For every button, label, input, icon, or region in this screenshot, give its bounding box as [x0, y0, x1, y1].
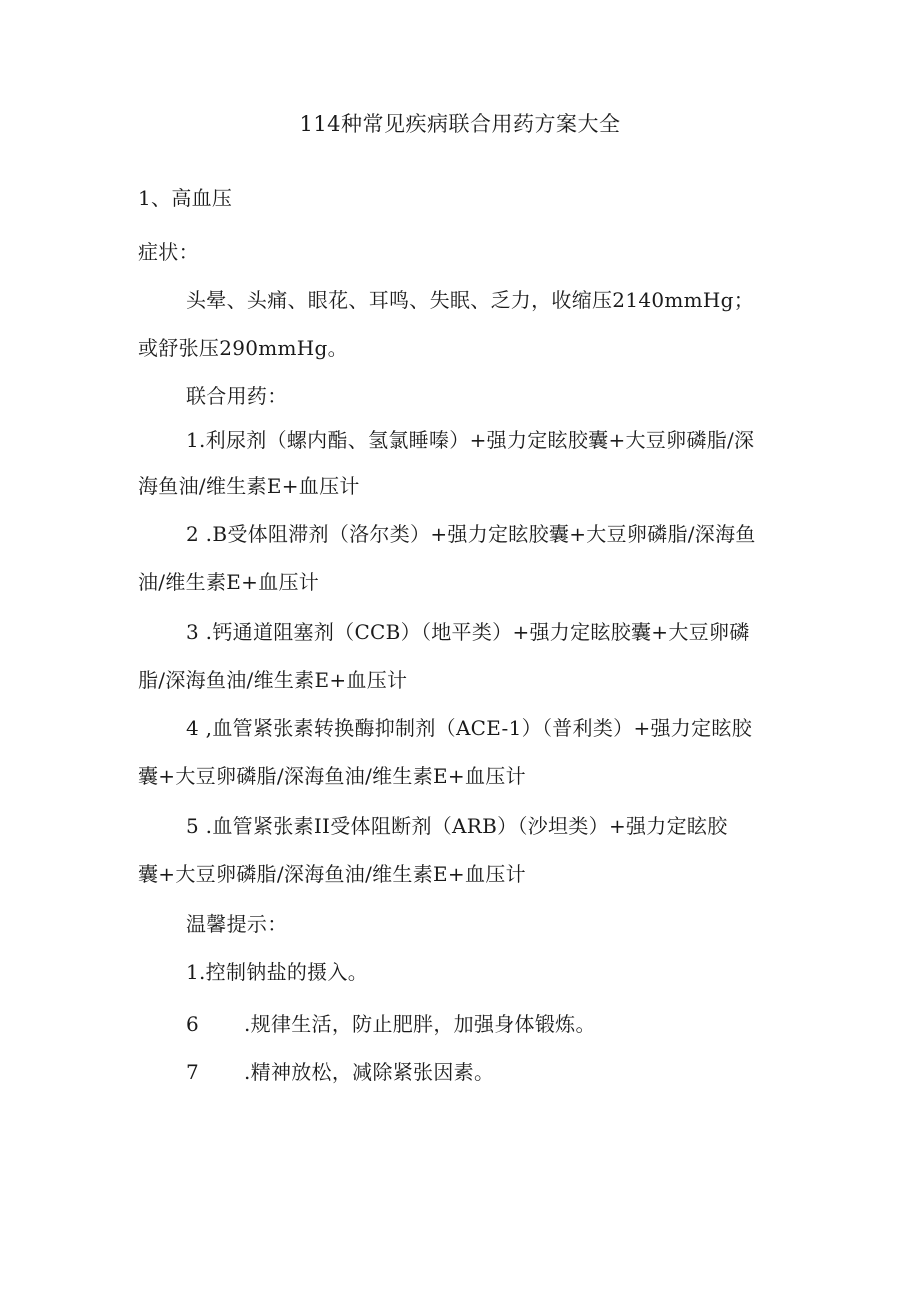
tip-item-2-number: 6 [186, 1012, 200, 1036]
combo-item-4-line2: 囊+大豆卵磷脂/深海鱼油/维生素E+血压计 [138, 764, 526, 788]
tip-item-3-text: .精神放松，减除紧张因素。 [244, 1060, 495, 1084]
symptoms-text-line1: 头晕、头痛、眼花、耳鸣、失眠、乏力，收缩压2140mmHg； [186, 288, 755, 312]
combo-item-3-line1: 3 .钙通道阻塞剂（CCB）（地平类）+强力定眩胶囊+大豆卵磷 [186, 620, 750, 644]
combo-item-2-line2: 油/维生素E+血压计 [138, 570, 320, 594]
combo-label: 联合用药： [186, 384, 288, 408]
combo-item-5-line2: 囊+大豆卵磷脂/深海鱼油/维生素E+血压计 [138, 862, 526, 886]
combo-item-3-line2: 脂/深海鱼油/维生素E+血压计 [138, 668, 408, 692]
combo-item-4-line1: 4 ,血管紧张素转换酶抑制剂（ACE-1）（普利类）+强力定眩胶 [186, 716, 752, 740]
combo-item-2-line1: 2 .B受体阻滞剂（洛尔类）+强力定眩胶囊+大豆卵磷脂/深海鱼 [186, 522, 756, 546]
tip-item-3 [186, 1058, 494, 1086]
combo-item-1-line2: 海鱼油/维生素E+血压计 [138, 474, 360, 498]
section-heading: 1、高血压 [138, 186, 233, 210]
symptoms-text-line2: 或舒张压290mmHg。 [138, 336, 348, 360]
tip-item-2 [186, 1010, 596, 1038]
document-title: 114种常见疾病联合用药方案大全 [299, 112, 621, 136]
tip-item-1: 1.控制钠盐的摄入。 [186, 960, 369, 984]
tip-item-3-number: 7 [186, 1060, 200, 1084]
symptoms-label: 症状： [138, 240, 199, 264]
tips-label: 温馨提示： [186, 912, 288, 936]
combo-item-1-line1: 1.利尿剂（螺内酯、氢氯睡嗪）+强力定眩胶囊+大豆卵磷脂/深 [186, 428, 755, 452]
tip-item-2-text: .规律生活，防止肥胖，加强身体锻炼。 [244, 1012, 596, 1036]
combo-item-5-line1: 5 .血管紧张素II受体阻断剂（ARB）（沙坦类）+强力定眩胶 [186, 814, 728, 838]
